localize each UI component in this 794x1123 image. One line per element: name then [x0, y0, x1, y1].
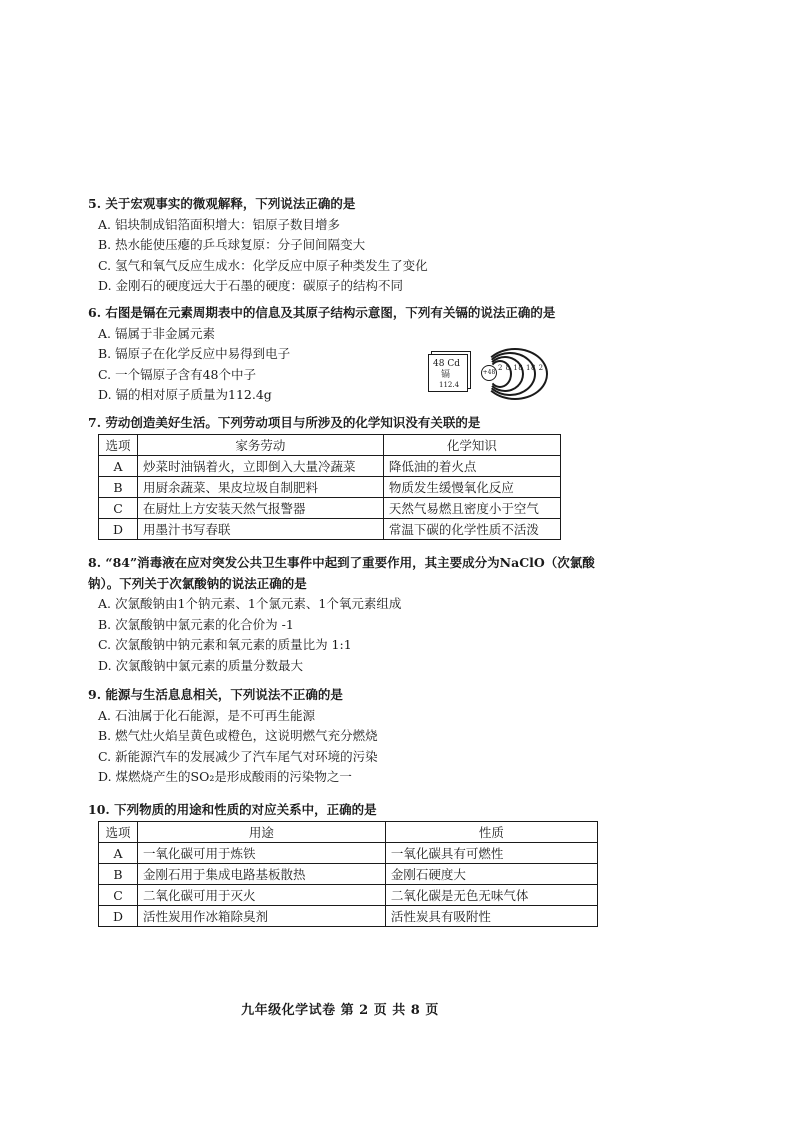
cell-housework: 炒菜时油锅着火，立即倒入大量冷蔬菜 — [138, 456, 384, 477]
option-b: B. 热水能使压瘪的乒乓球复原：分子间间隔变大 — [98, 237, 366, 253]
cell-option: B — [99, 864, 138, 885]
cell-knowledge: 常温下碳的化学性质不活泼 — [383, 519, 560, 540]
table-row — [99, 456, 561, 477]
cell-housework: 用墨汁书写春联 — [138, 519, 384, 540]
cell-option: D — [99, 519, 138, 540]
option-a: A. 镉属于非金属元素 — [98, 325, 215, 341]
table-row — [99, 843, 598, 864]
page-footer: 九年级化学试卷 第 2 页 共 8 页 — [241, 1003, 439, 1018]
option-a: A. 铝块制成铝箔面积增大：铝原子数目增多 — [98, 216, 340, 232]
option-c: C. 氢气和氧气反应生成水：化学反应中原子种类发生了变化 — [98, 257, 428, 273]
question-stem: 6. 右图是镉在元素周期表中的信息及其原子结构示意图，下列有关镉的说法正确的是 — [88, 305, 556, 320]
question-5 — [88, 194, 708, 297]
table-row — [99, 477, 561, 498]
question-6 — [88, 303, 708, 406]
option-a: A. 石油属于化石能源，是不可再生能源 — [98, 707, 315, 723]
header-property: 性质 — [385, 822, 597, 843]
electron-shell-4 — [482, 348, 548, 400]
cell-housework: 用厨余蔬菜、果皮垃圾自制肥料 — [138, 477, 384, 498]
table-row — [99, 864, 598, 885]
element-symbol: 48 Cd — [433, 359, 460, 369]
cell-option: A — [99, 843, 138, 864]
atomic-structure-diagram — [478, 350, 554, 396]
shell-electron-counts: 2 8 18 18 2 — [498, 364, 544, 372]
nucleus: +48 — [481, 365, 497, 381]
question-stem: 9. 能源与生活息息相关，下列说法不正确的是 — [88, 687, 343, 702]
option-d: D. 金刚石的硬度远大于石墨的硬度：碳原子的结构不同 — [98, 278, 404, 294]
table-header-row — [99, 822, 598, 843]
table-row — [99, 885, 598, 906]
option-c: C. 一个镉原子含有48个中子 — [98, 366, 256, 382]
question-10 — [88, 800, 708, 821]
cell-property: 金刚石硬度大 — [385, 864, 597, 885]
cell-knowledge: 物质发生缓慢氧化反应 — [383, 477, 560, 498]
cadmium-figure — [426, 350, 556, 396]
periodic-table-cell — [428, 354, 468, 392]
option-d: D. 镉的相对原子质量为112.4g — [98, 387, 272, 403]
option-c: C. 新能源汽车的发展减少了汽车尾气对环境的污染 — [98, 748, 378, 764]
cell-option: B — [99, 477, 138, 498]
use-property-table — [98, 821, 598, 927]
option-b: B. 镉原子在化学反应中易得到电子 — [98, 346, 291, 362]
question-9 — [88, 685, 708, 788]
cell-knowledge: 降低油的着火点 — [383, 456, 560, 477]
cell-use: 金刚石用于集成电路基板散热 — [138, 864, 386, 885]
cell-option: C — [99, 498, 138, 519]
option-b: B. 次氯酸钠中氯元素的化合价为 -1 — [98, 616, 294, 632]
table-row — [99, 498, 561, 519]
option-d: D. 次氯酸钠中氯元素的质量分数最大 — [98, 657, 304, 673]
cell-use: 活性炭用作冰箱除臭剂 — [138, 906, 386, 927]
cell-option: C — [99, 885, 138, 906]
header-use: 用途 — [138, 822, 386, 843]
cell-use: 二氧化碳可用于灭火 — [138, 885, 386, 906]
question-stem: 5. 关于宏观事实的微观解释，下列说法正确的是 — [88, 196, 356, 211]
question-7 — [88, 413, 708, 434]
header-knowledge: 化学知识 — [383, 435, 560, 456]
header-option: 选项 — [99, 822, 138, 843]
cell-option: D — [99, 906, 138, 927]
question-8 — [88, 553, 708, 677]
cell-knowledge: 天然气易燃且密度小于空气 — [383, 498, 560, 519]
cell-property: 二氧化碳是无色无味气体 — [385, 885, 597, 906]
element-name: 镉 — [441, 370, 451, 380]
table-row — [99, 519, 561, 540]
question-stem-line-2: 钠）。下列关于次氯酸钠的说法正确的是 — [88, 575, 307, 591]
labor-knowledge-table — [98, 434, 561, 540]
option-d: D. 煤燃烧产生的SO₂是形成酸雨的污染物之一 — [98, 769, 352, 785]
element-mass: 112.4 — [439, 381, 460, 389]
question-stem-line-1: 8. “84”消毒液在应对突发公共卫生事件中起到了重要作用，其主要成分为NaClO（次氯酸 — [88, 555, 595, 570]
header-option: 选项 — [99, 435, 138, 456]
option-a: A. 次氯酸钠由1个钠元素、1个氯元素、1个氧元素组成 — [98, 596, 402, 612]
table-row — [99, 906, 598, 927]
cell-housework: 在厨灶上方安装天然气报警器 — [138, 498, 384, 519]
option-b: B. 燃气灶火焰呈黄色或橙色，这说明燃气充分燃烧 — [98, 728, 378, 744]
header-housework: 家务劳动 — [138, 435, 384, 456]
cell-property: 一氧化碳具有可燃性 — [385, 843, 597, 864]
question-stem: 7. 劳动创造美好生活。下列劳动项目与所涉及的化学知识没有关联的是 — [88, 415, 481, 430]
cell-property: 活性炭具有吸附性 — [385, 906, 597, 927]
table-header-row — [99, 435, 561, 456]
question-stem: 10. 下列物质的用途和性质的对应关系中，正确的是 — [88, 802, 377, 817]
option-c: C. 次氯酸钠中钠元素和氧元素的质量比为 1:1 — [98, 637, 352, 653]
cell-use: 一氧化碳可用于炼铁 — [138, 843, 386, 864]
cell-option: A — [99, 456, 138, 477]
